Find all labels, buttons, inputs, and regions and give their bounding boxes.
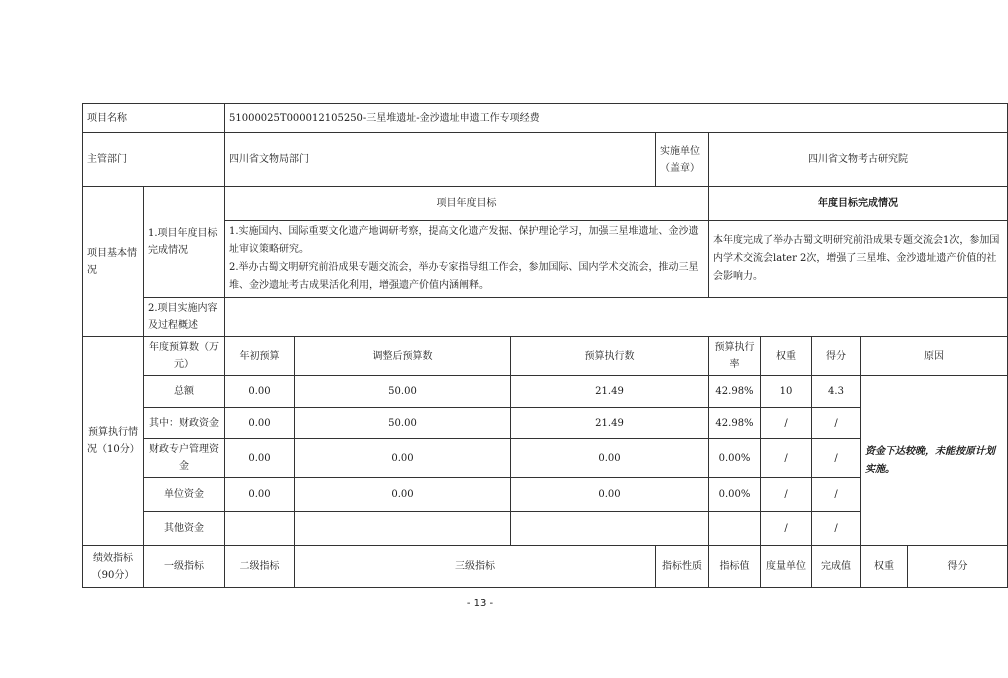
budget-row-label: 其他资金 — [144, 512, 225, 546]
annual-goal-header: 项目年度目标 — [225, 187, 709, 221]
budget-header-initial: 年初预算 — [225, 337, 295, 376]
budget-row-weight: / — [761, 512, 812, 546]
annual-completion-header: 年度目标完成情况 — [709, 187, 1008, 221]
budget-row-score: 4.3 — [812, 376, 861, 408]
budget-row-initial: 0.00 — [225, 376, 295, 408]
budget-row-adjusted: 0.00 — [295, 439, 511, 478]
budget-row-weight: / — [761, 478, 812, 512]
budget-row-initial: 0.00 — [225, 439, 295, 478]
budget-row-score: / — [812, 512, 861, 546]
budget-row-initial — [225, 512, 295, 546]
perf-section-label: 绩效指标（90分） — [83, 546, 144, 588]
perf-header-unit: 度量单位 — [761, 546, 812, 588]
budget-section-label: 预算执行情况（10分） — [83, 337, 144, 546]
budget-header-weight: 权重 — [761, 337, 812, 376]
budget-header-annual: 年度预算数（万元） — [144, 337, 225, 376]
budget-row-label: 其中：财政资金 — [144, 408, 225, 439]
budget-row-score: / — [812, 478, 861, 512]
budget-row-executed — [511, 512, 709, 546]
budget-row-executed: 0.00 — [511, 439, 709, 478]
budget-header-reason: 原因 — [861, 337, 1008, 376]
budget-row-adjusted: 50.00 — [295, 408, 511, 439]
goal-sub-label: 1.项目年度目标完成情况 — [144, 187, 225, 298]
impl-unit-value: 四川省文物考古研究院 — [709, 133, 1008, 187]
dept-label: 主管部门 — [83, 133, 225, 187]
perf-header-completion: 完成值 — [812, 546, 861, 588]
performance-table — [82, 103, 1008, 588]
completion-text: 本年度完成了举办古蜀文明研究前沿成果专题交流会1次，参加国内学术交流会later 2次，增强了三星堆、金沙遗址遗产价值的社会影响力。 — [709, 221, 1008, 298]
budget-row-rate — [709, 512, 761, 546]
budget-row-rate: 42.98% — [709, 376, 761, 408]
project-name-label: 项目名称 — [83, 104, 225, 133]
budget-row-adjusted — [295, 512, 511, 546]
impl-unit-label: 实施单位（盖章） — [656, 133, 709, 187]
budget-header-executed: 预算执行数 — [511, 337, 709, 376]
budget-row-label: 总额 — [144, 376, 225, 408]
budget-row-weight: / — [761, 408, 812, 439]
perf-header-score: 得分 — [908, 546, 1008, 588]
budget-row-executed: 21.49 — [511, 408, 709, 439]
budget-row-initial: 0.00 — [225, 478, 295, 512]
budget-row-weight: 10 — [761, 376, 812, 408]
budget-row-executed: 21.49 — [511, 376, 709, 408]
budget-row-weight: / — [761, 439, 812, 478]
budget-row-label: 单位资金 — [144, 478, 225, 512]
budget-reason: 资金下达较晚，未能按原计划实施。 — [861, 376, 1008, 546]
perf-header-level1: 一级指标 — [144, 546, 225, 588]
budget-row-rate: 0.00% — [709, 439, 761, 478]
dept-value: 四川省文物局部门 — [225, 133, 656, 187]
perf-header-nature: 指标性质 — [656, 546, 709, 588]
budget-row-adjusted: 0.00 — [295, 478, 511, 512]
budget-row-rate: 42.98% — [709, 408, 761, 439]
page-number: - 13 - — [466, 598, 494, 609]
budget-row-adjusted: 50.00 — [295, 376, 511, 408]
goal-item-1: 1.实施国内、国际重要文化遗产地调研考察，提高文化遗产发掘、保护理论学习，加强三星堆遗址、金沙遗址审议策略研究。 — [229, 226, 699, 255]
project-name-value: 51000025T000012105250-三星堆遗址-金沙遗址申遗工作专项经费 — [225, 104, 1008, 133]
annual-goal-text — [225, 221, 709, 298]
budget-header-score: 得分 — [812, 337, 861, 376]
budget-row-label: 财政专户管理资金 — [144, 439, 225, 478]
perf-header-level3: 三级指标 — [295, 546, 656, 588]
budget-row-score: / — [812, 408, 861, 439]
basic-info-label: 项目基本情况 — [83, 187, 144, 337]
perf-header-weight: 权重 — [861, 546, 908, 588]
perf-header-level2: 二级指标 — [225, 546, 295, 588]
budget-header-rate: 预算执行率 — [709, 337, 761, 376]
goal-item-2: 2.举办古蜀文明研究前沿成果专题交流会，举办专家指导组工作会，参加国际、国内学术交流会，推动三星堆、金沙遗址考古成果活化利用，增强遗产价值内涵阐释。 — [229, 262, 699, 291]
process-label: 2.项目实施内容及过程概述 — [144, 298, 225, 337]
perf-header-value: 指标值 — [709, 546, 761, 588]
budget-row-executed: 0.00 — [511, 478, 709, 512]
budget-row-score: / — [812, 439, 861, 478]
process-value — [225, 298, 1008, 337]
budget-row-initial: 0.00 — [225, 408, 295, 439]
budget-row-rate: 0.00% — [709, 478, 761, 512]
budget-header-adjusted: 调整后预算数 — [295, 337, 511, 376]
